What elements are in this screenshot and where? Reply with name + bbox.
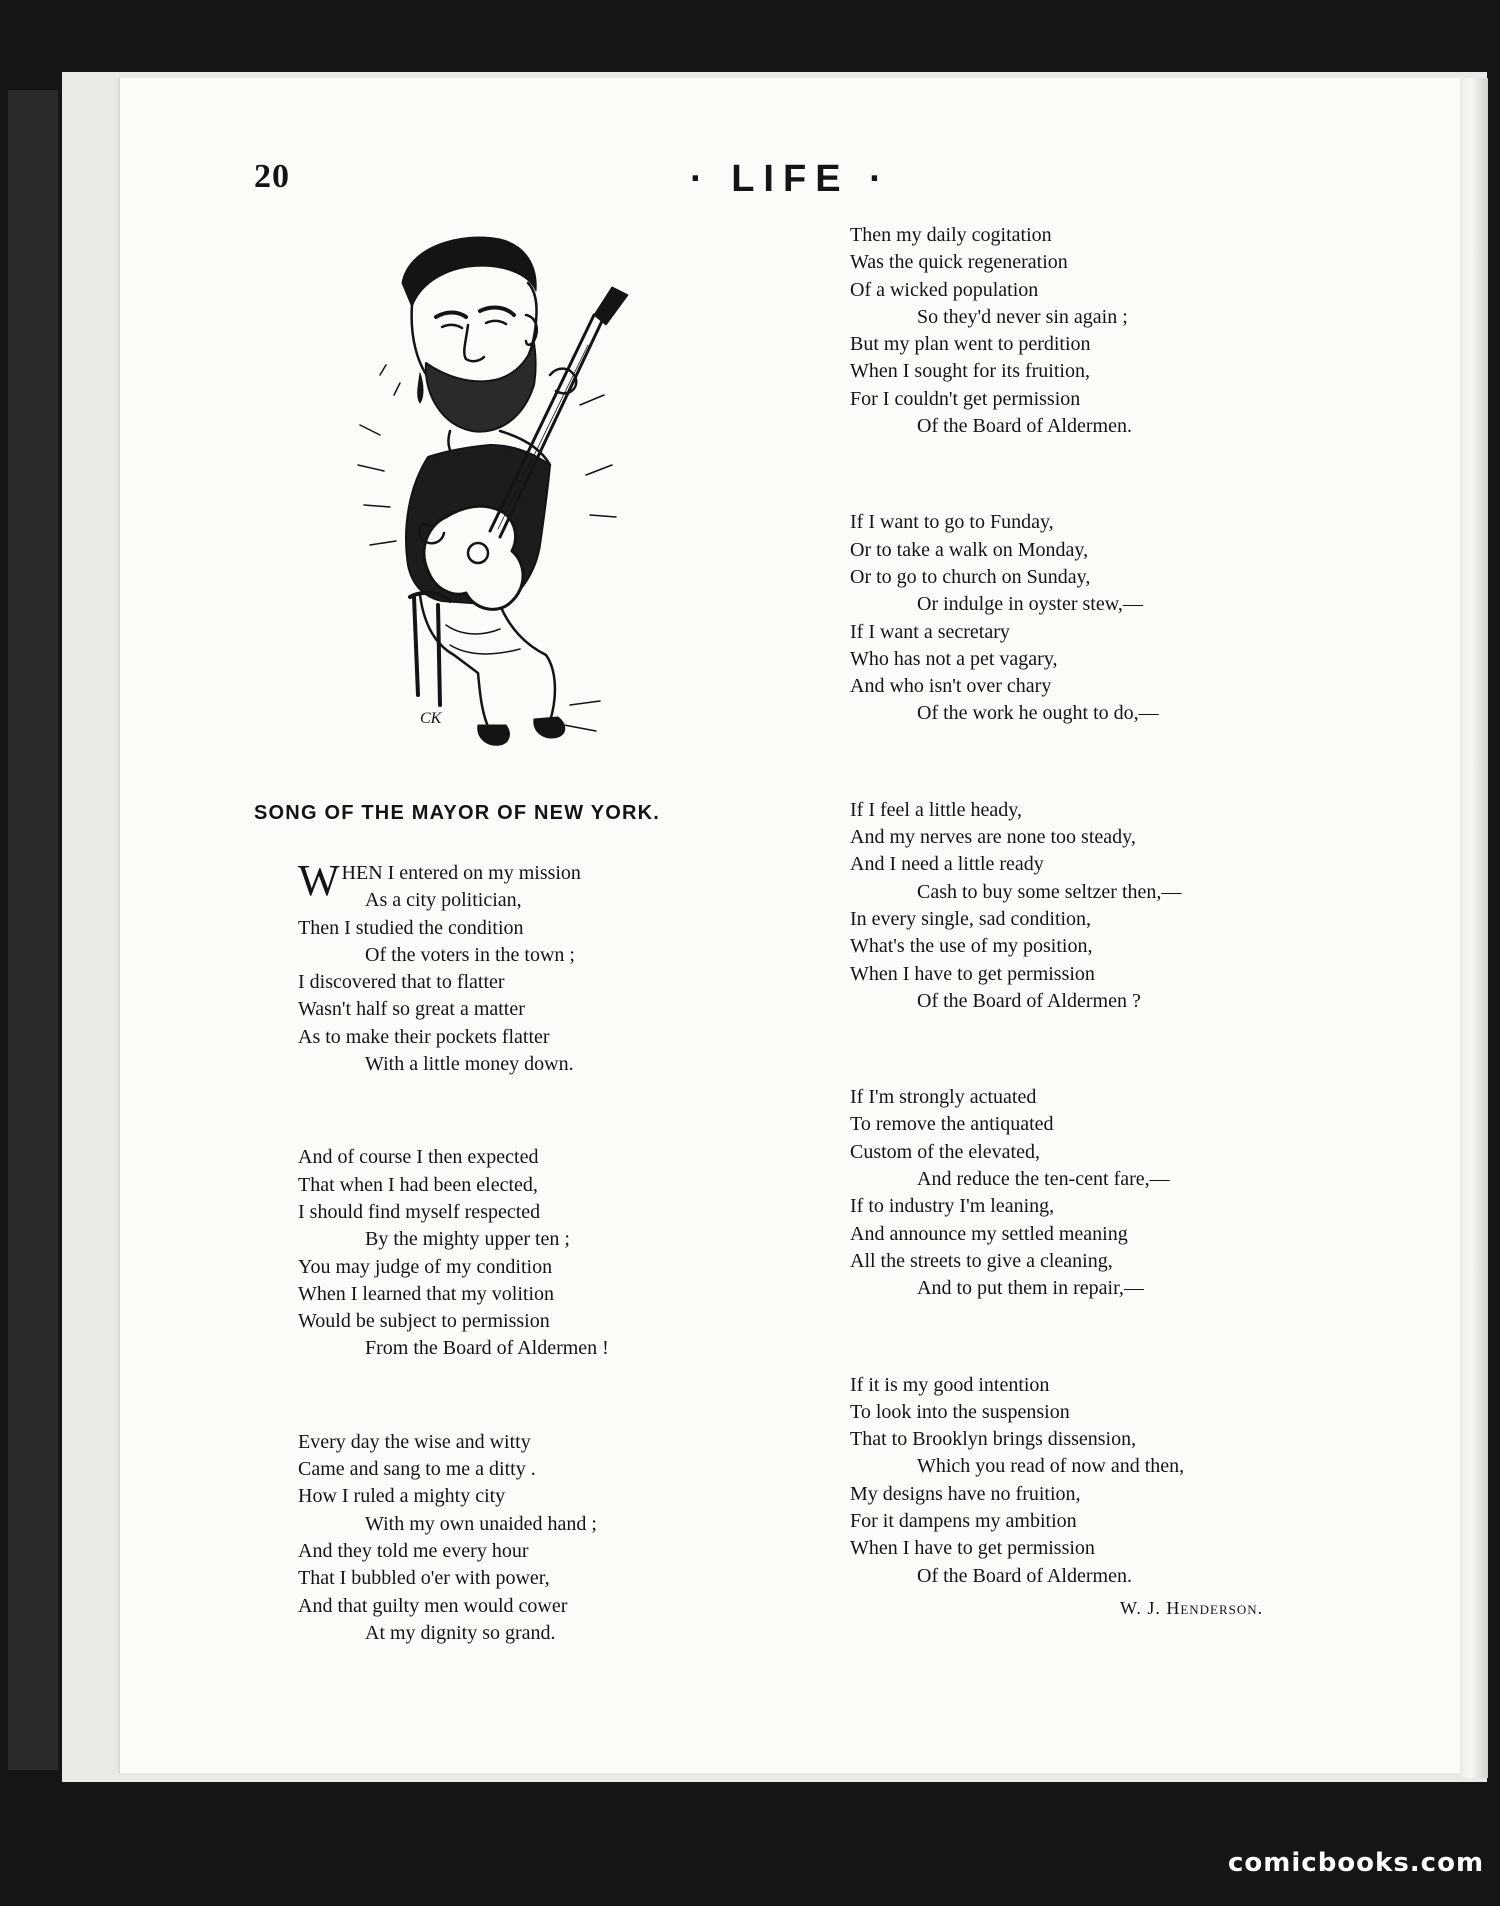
teardrop [418,373,423,403]
poem-line: As a city politician, [365,889,522,912]
author-initials: W. J. [1120,1598,1167,1618]
stanza-4 [850,222,1184,440]
poem-line: Or to go to church on Sunday, [850,565,1091,588]
poem-line: If it is my good intention [850,1373,1050,1396]
poem-line: Of the voters in the town ; [365,943,575,966]
scanner-edge [8,90,58,1770]
poem-line: When I have to get permission [850,1537,1095,1560]
poem-line: All the streets to give a cleaning, [850,1249,1113,1272]
poem-line: If I'm strongly actuated [850,1086,1037,1109]
artist-monogram: CK [420,710,442,727]
poem-line: At my dignity so grand. [365,1621,556,1644]
poem-line: I discovered that to flatter [298,971,505,994]
shoe-right [534,717,565,738]
poem-column-left [298,856,609,1647]
poem-line: From the Board of Aldermen ! [365,1337,609,1360]
first-line-text: HEN I entered on my mission [341,862,581,884]
poem-line: Who has not a pet vagary, [850,647,1058,670]
poem-column-right [850,222,1184,1590]
poem-line: And that guilty men would cower [298,1594,568,1617]
poem-line: My designs have no fruition, [850,1482,1081,1505]
stanza-6 [850,797,1184,1015]
caricature-illustration [350,225,680,755]
poem-line: Would be subject to permission [298,1310,550,1333]
page-edges-right [1460,78,1488,1778]
poem-line: As to make their pockets flatter [298,1025,550,1048]
drop-cap: W [298,856,340,905]
poem-line: When I have to get permission [850,962,1095,985]
poem-line: Cash to buy some seltzer then,— [917,880,1182,903]
poem-line: With a little money down. [365,1053,574,1076]
stanza-7 [850,1084,1184,1302]
stanza-1 [298,856,609,1078]
poem-line: Of the work he ought to do,— [917,702,1159,725]
poem-line: And who isn't over chary [850,675,1052,698]
poem-line: When I sought for its fruition, [850,360,1090,383]
poem-line: That to Brooklyn brings dissension, [850,1428,1137,1451]
poem-line: Of a wicked population [850,278,1039,301]
poem-line: When I learned that my volition [298,1282,555,1305]
poem-line: Wasn't half so great a matter [298,998,525,1021]
stanza-3 [298,1429,609,1647]
poem-line: With my own unaided hand ; [365,1512,597,1535]
poem-line: Of the Board of Aldermen. [917,1564,1132,1587]
poem-line: To look into the suspension [850,1400,1070,1423]
poem-line: Custom of the elevated, [850,1140,1040,1163]
poem-line: So they'd never sin again ; [917,305,1128,328]
poem-line: What's the use of my position, [850,935,1093,958]
poem-line: Which you read of now and then, [917,1455,1185,1478]
poem-line: I should find myself respected [298,1200,541,1223]
poem-line: If I want to go to Funday, [850,511,1054,534]
poem-line: And reduce the ten-cent fare,— [917,1168,1170,1191]
masthead-title: · LIFE · [690,158,891,200]
beard [426,343,536,432]
poem-line: If I want a secretary [850,620,1010,643]
poem-line: Of the Board of Aldermen ? [917,989,1141,1012]
page-number: 20 [254,158,290,195]
stanza-5 [850,509,1184,727]
poem-line: How I ruled a mighty city [298,1485,506,1508]
poem-line: If I feel a little heady, [850,798,1022,821]
poem-line: And announce my settled meaning [850,1222,1128,1245]
stanza-8 [850,1372,1184,1590]
poem-line: Or to take a walk on Monday, [850,538,1089,561]
hair [402,237,536,307]
poem-line: Every day the wise and witty [298,1430,531,1453]
poem-line: And they told me every hour [298,1539,529,1562]
poem-line: Was the quick regeneration [850,251,1068,274]
poem-line: And to put them in repair,— [917,1277,1144,1300]
poem-line: And I need a little ready [850,853,1044,876]
poem-line: And of course I then expected [298,1146,539,1169]
poem-line: Then I studied the condition [298,916,524,939]
poem-line: You may judge of my condition [298,1255,553,1278]
poem-line: If to industry I'm leaning, [850,1195,1055,1218]
poem-line: But my plan went to perdition [850,333,1091,356]
poem-line: And my nerves are none too steady, [850,826,1136,849]
poem-line: That I bubbled o'er with power, [298,1567,550,1590]
poem-line: Or indulge in oyster stew,— [917,593,1143,616]
shoe-left [478,725,510,745]
poem-line: To remove the antiquated [850,1113,1054,1136]
author-surname: Henderson. [1166,1598,1264,1618]
poem-line: For it dampens my ambition [850,1509,1077,1532]
stanza-2 [298,1144,609,1362]
poem-line: By the mighty upper ten ; [365,1228,570,1251]
poem-line: For I couldn't get permission [850,387,1081,410]
site-watermark: comicbooks.com [1228,1848,1485,1878]
poem-line: Came and sang to me a ditty . [298,1458,536,1481]
poem-title: SONG OF THE MAYOR OF NEW YORK. [254,802,661,824]
poem-line: In every single, sad condition, [850,907,1092,930]
poem-line: Then my daily cogitation [850,224,1052,246]
poem-line: Of the Board of Aldermen. [917,415,1132,438]
poem-line: That when I had been elected, [298,1173,538,1196]
author-signature [1120,1598,1263,1619]
